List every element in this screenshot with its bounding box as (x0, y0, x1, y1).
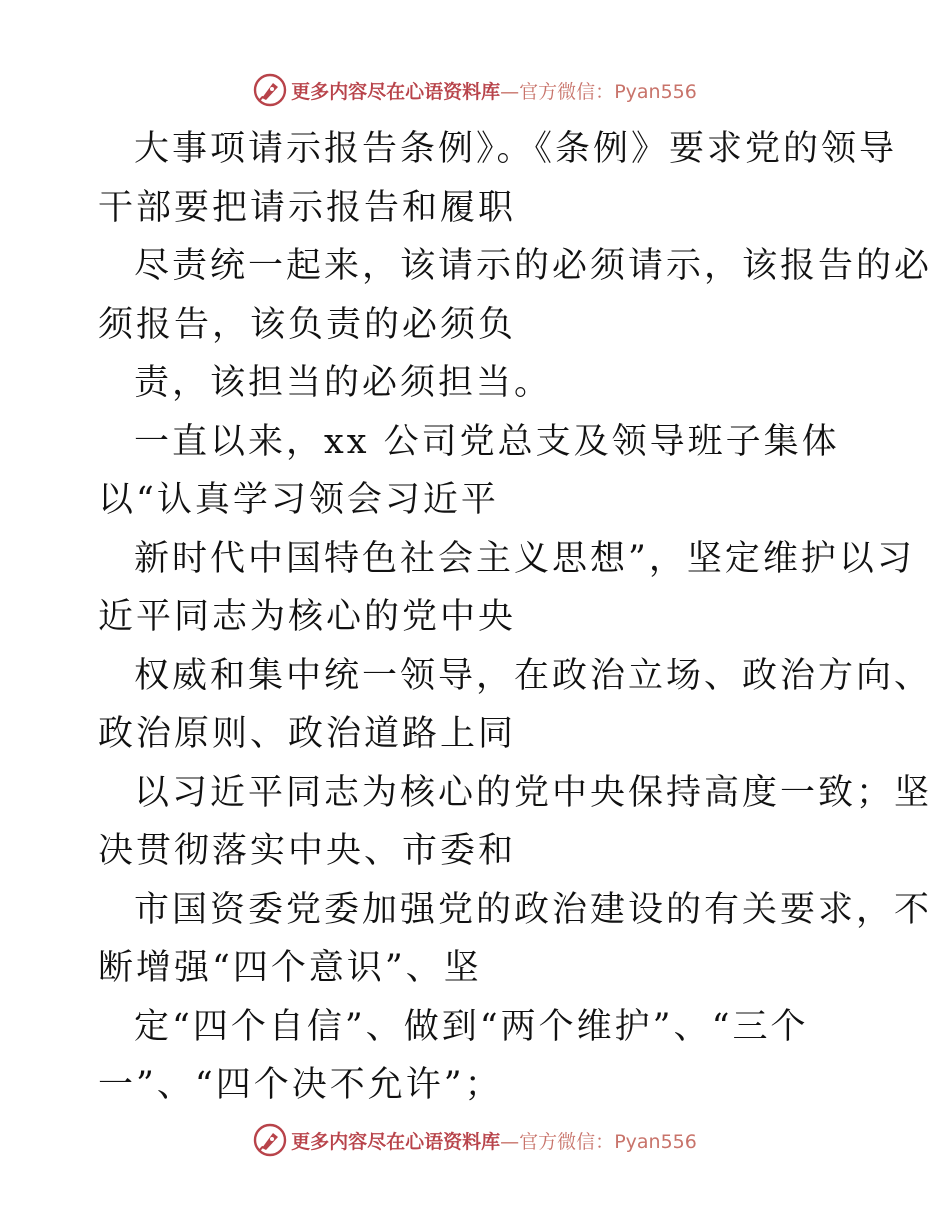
watermark-separator: — (500, 80, 520, 103)
watermark-text (291, 77, 697, 104)
document-body (98, 120, 933, 1115)
body-line: 一直以来，xx 公司党总支及领导班子集体 (134, 421, 840, 462)
body-line: 新时代中国特色社会主义思想”，坚定维护以习 (134, 538, 915, 579)
body-line: 权威和集中统一领导，在政治立场、政治方向、 (134, 655, 933, 696)
body-line: 决贯彻落实中央、市委和 (98, 831, 517, 871)
header-watermark (0, 70, 950, 110)
pen-nib-logo-icon (253, 1123, 287, 1157)
body-line: 责，该担当的必须担当。 (134, 363, 553, 403)
body-line: 干部要把请示报告和履职 (98, 187, 517, 228)
body-line: 尽责统一起来，该请示的必须请示，该报告的必 (134, 246, 933, 286)
watermark-wechat-id: Pyan556 (614, 1130, 697, 1153)
body-line: 一”、“四个决不允许”； (98, 1065, 503, 1105)
body-line: 市国资委党委加强党的政治建设的有关要求，不 (134, 889, 933, 930)
body-line: 大事项请示报告条例》。《条例》要求党的领导 (134, 129, 898, 169)
watermark-brand: 更多内容尽在心语资料库 (291, 1130, 501, 1153)
body-line: 以习近平同志为核心的党中央保持高度一致；坚 (134, 772, 933, 813)
body-line: 政治原则、政治道路上同 (98, 714, 517, 754)
watermark-wechat-id: Pyan556 (614, 80, 697, 103)
body-line: 须报告，该负责的必须负 (98, 304, 517, 345)
watermark-text (291, 1127, 697, 1154)
watermark-separator: — (500, 1130, 520, 1153)
watermark-label: 官方微信： (519, 1130, 615, 1153)
footer-watermark (0, 1120, 950, 1160)
body-line: 定“四个自信”、做到“两个维护”、“三个 (134, 1006, 809, 1047)
body-line: 近平同志为核心的党中央 (98, 597, 517, 637)
body-line: 以“认真学习领会习近平 (98, 480, 499, 520)
body-line: 断增强“四个意识”、坚 (98, 948, 482, 988)
watermark-label: 官方微信： (519, 80, 615, 103)
pen-nib-logo-icon (253, 73, 287, 107)
watermark-brand: 更多内容尽在心语资料库 (291, 80, 501, 103)
